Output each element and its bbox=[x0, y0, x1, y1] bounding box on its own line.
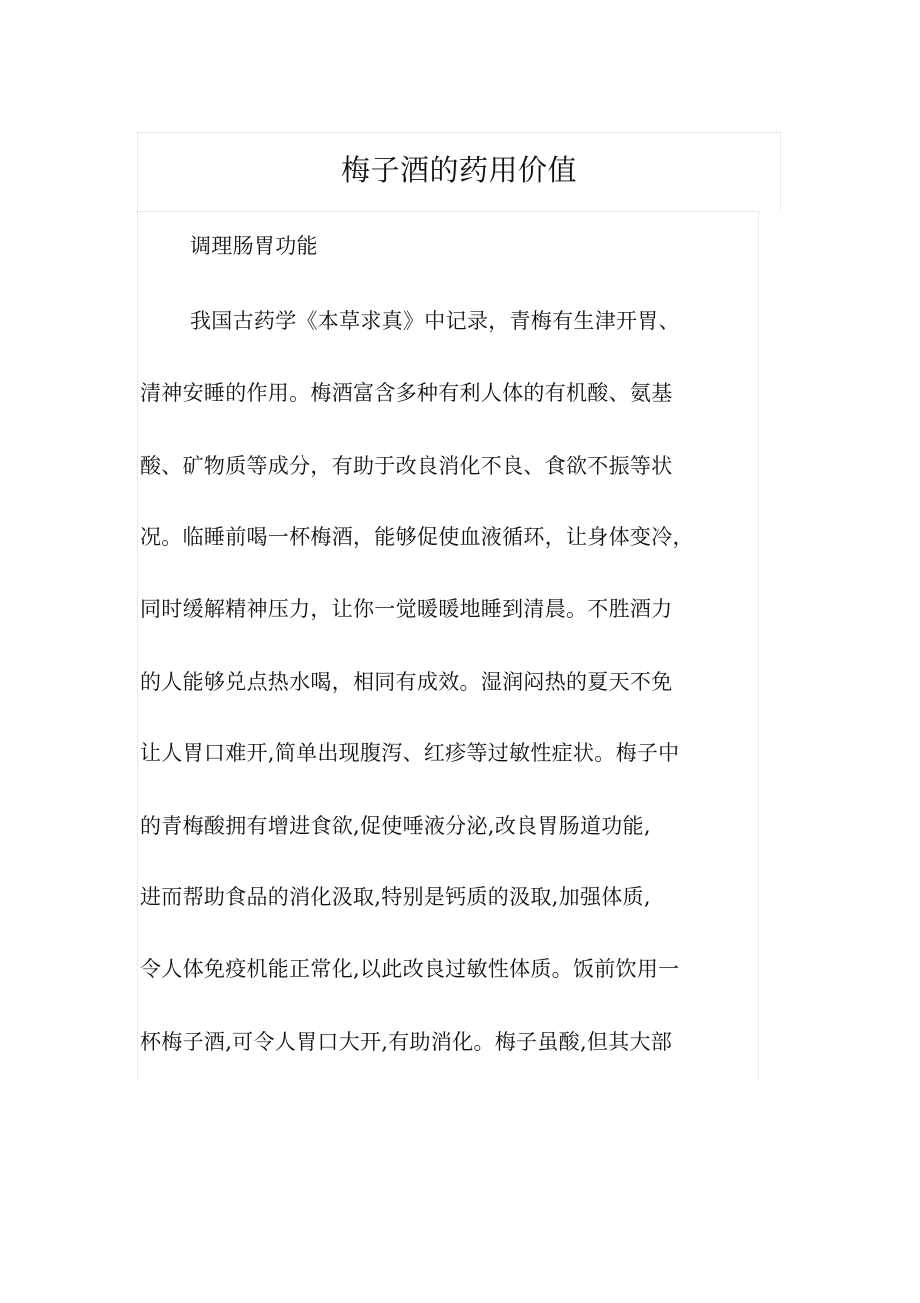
paragraph-line: 况。临睡前喝一杯梅酒，能够促使血液循环，让身体变冷， bbox=[140, 525, 694, 549]
paragraph-line: 进而帮助食品的消化汲取,特别是钙质的汲取,加强体质, bbox=[140, 885, 651, 909]
paragraph-line: 酸、矿物质等成分，有助于改良消化不良、食欲不振等状 bbox=[140, 454, 673, 478]
section-heading: 调理肠胃功能 bbox=[190, 234, 318, 258]
page-title: 梅子酒的药用价值 bbox=[340, 153, 577, 187]
paragraph-line: 的青梅酸拥有增进食欲,促使唾液分泌,改良胃肠道功能, bbox=[140, 814, 651, 838]
paragraph-line: 清神安睡的作用。梅酒富含多种有利人体的有机酸、氨基 bbox=[140, 381, 673, 405]
paragraph-line: 我国古药学《本草求真》中记录，青梅有生津开胃、 bbox=[190, 309, 680, 333]
paragraph-line: 杯梅子酒,可令人胃口大开,有助消化。梅子虽酸,但其大部 bbox=[140, 1030, 673, 1054]
body-frame bbox=[137, 211, 759, 1079]
paragraph-line: 让人胃口难开,简单出现腹泻、红疹等过敏性症状。梅子中 bbox=[140, 741, 680, 765]
paragraph-line: 令人体免疫机能正常化,以此改良过敏性体质。饭前饮用一 bbox=[140, 957, 680, 981]
paragraph-line: 同时缓解精神压力，让你一觉暖暖地睡到清晨。不胜酒力 bbox=[140, 597, 673, 621]
paragraph-line: 的人能够兑点热水喝，相同有成效。湿润闷热的夏天不免 bbox=[140, 670, 673, 694]
